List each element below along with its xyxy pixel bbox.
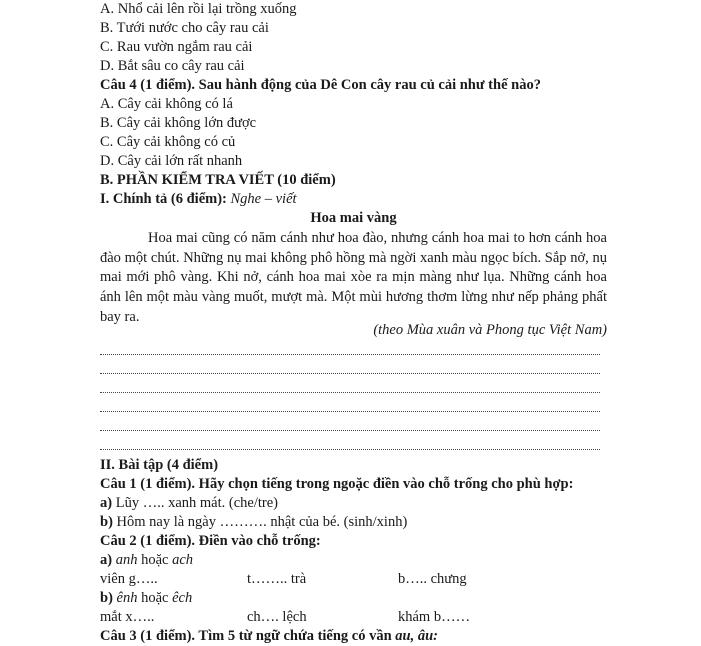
- part2-q1-b: [100, 513, 407, 532]
- writing-line[interactable]: [100, 449, 600, 450]
- q4-option-b: B. Cây cải không lớn được: [100, 115, 257, 131]
- part2-title: II. Bài tập (4 điểm): [100, 457, 219, 473]
- writing-line[interactable]: [100, 354, 600, 355]
- passage-text: Hoa mai cũng có năm cánh như hoa đào, nhưng cánh hoa mai to hơn cánh hoa đào một chút. Những nụ mai không phô hồng mà ngời xanh màu ngọc bích. Sắp nở, nụ mai mới phô vàng. Khi nở, cánh hoa mai xòe ra mịn màng như lụa. Những cánh hoa ánh lên một màu vàng muốt, mượt mà. Một mùi hương thơm lừng như nếp phảng phất bay ra.: [100, 230, 607, 325]
- q4-option-c: C. Cây cải không có củ: [100, 134, 236, 150]
- q2-a-item: b….. chưng: [398, 571, 467, 587]
- q4-option-d: D. Cây cải lớn rất nhanh: [100, 153, 243, 169]
- q3-option-c: C. Rau vườn ngắm rau cải: [100, 39, 253, 55]
- writing-line[interactable]: [100, 392, 600, 393]
- writing-line[interactable]: [100, 411, 600, 412]
- part1-mode: Nghe – viết: [230, 191, 297, 207]
- part2-q2-title: Câu 2 (1 điểm). Điền vào chỗ trống:: [100, 533, 321, 549]
- q2-b-item: khám b……: [398, 609, 471, 625]
- q1-b-text: Hôm nay là ngày ………. nhật của bé. (sinh/xinh): [116, 514, 408, 530]
- part2-q2-b: [100, 589, 192, 608]
- q2-b-opt1: ênh: [116, 590, 138, 606]
- q4-option-a: A. Cây cải không có lá: [100, 96, 233, 112]
- part2-q1-title: Câu 1 (1 điểm). Hãy chọn tiếng trong ngoặc điền vào chỗ trống cho phù hợp:: [100, 476, 574, 492]
- part1-label: I. Chính tả (6 điểm):: [100, 191, 227, 207]
- q2-a-label: a): [100, 552, 113, 568]
- section-b-title: B. PHẦN KIỂM TRA VIẾT (10 điểm): [100, 172, 336, 188]
- passage-title: Hoa mai vàng: [310, 210, 397, 226]
- writing-line[interactable]: [100, 430, 600, 431]
- q1-a-text: Lũy ….. xanh mát. (che/tre): [115, 495, 278, 511]
- q1-a-label: a): [100, 495, 113, 511]
- q2-b-label: b): [100, 590, 113, 606]
- part1-heading: [100, 190, 297, 209]
- writing-line[interactable]: [100, 373, 600, 374]
- q2-b-or: hoặc: [141, 590, 169, 606]
- q2-a-item: viên g…..: [100, 571, 158, 587]
- q2-a-opt1: anh: [115, 552, 138, 568]
- q3-title-prefix: Câu 3 (1 điểm). Tìm 5 từ ngữ chứa tiếng có vần: [100, 628, 392, 644]
- q3-option-a: A. Nhổ cải lên rồi lại trồng xuống: [100, 1, 297, 17]
- q1-b-label: b): [100, 514, 113, 530]
- q3-option-b: B. Tưới nước cho cây rau cải: [100, 20, 269, 36]
- q2-b-opt2: êch: [172, 590, 193, 606]
- q2-a-or: hoặc: [141, 552, 169, 568]
- part2-q2-a: [100, 551, 193, 570]
- q2-a-opt2: ach: [172, 552, 194, 568]
- q4-title: Câu 4 (1 điểm). Sau hành động của Dê Con cây rau củ cải như thế nào?: [100, 77, 541, 93]
- q3-option-d: D. Bắt sâu co cây rau cải: [100, 58, 245, 74]
- q3-title-rhymes: au, âu:: [395, 628, 439, 644]
- passage-source: (theo Mùa xuân và Phong tục Việt Nam): [373, 322, 607, 338]
- q2-b-item: mắt x…..: [100, 609, 155, 625]
- part2-q1-a: [100, 494, 278, 513]
- part2-q3-title: [100, 627, 438, 646]
- q2-a-item: t…….. trà: [247, 571, 307, 587]
- q2-b-item: ch…. lệch: [247, 609, 307, 625]
